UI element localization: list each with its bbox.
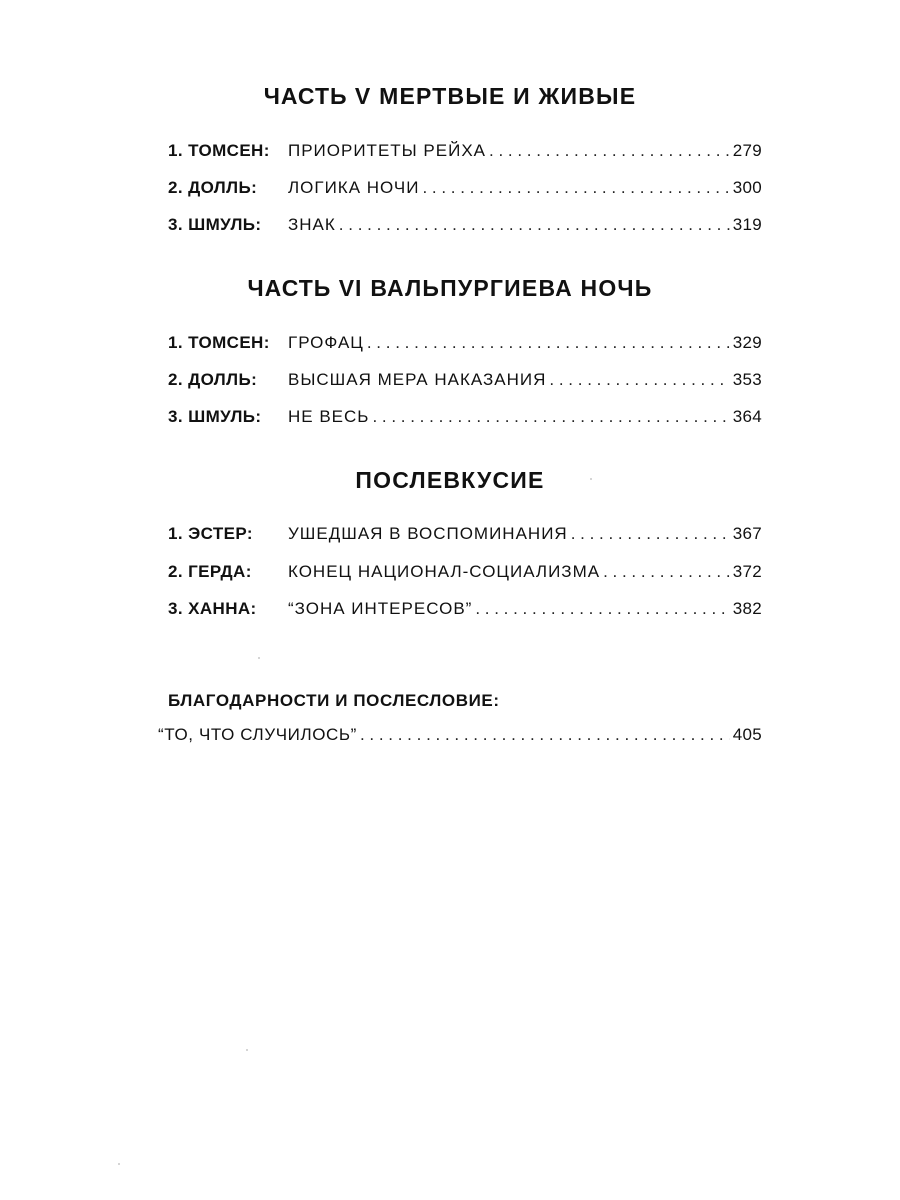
toc-entry-narrator: 3. ШМУЛЬ: bbox=[168, 407, 262, 426]
scan-speck bbox=[590, 478, 592, 480]
toc-entry bbox=[168, 330, 762, 356]
toc-entry-page: 279 bbox=[732, 141, 762, 160]
toc-entry-page: 364 bbox=[732, 407, 762, 426]
toc-entry-narrator: 2. ДОЛЛЬ: bbox=[168, 178, 258, 197]
toc-entry-title: ЗНАК bbox=[288, 215, 336, 234]
toc-entry bbox=[168, 138, 762, 164]
toc-entry-page: 329 bbox=[732, 333, 762, 352]
dot-leader bbox=[549, 367, 729, 393]
part-label: ЧАСТЬ V bbox=[263, 83, 372, 109]
toc-entry bbox=[168, 367, 762, 393]
toc-entry-page: 319 bbox=[732, 215, 762, 234]
scan-speck bbox=[258, 657, 260, 659]
toc-entry-page: 300 bbox=[732, 178, 762, 197]
dot-leader bbox=[489, 138, 730, 164]
acknowledgements-heading: БЛАГОДАРНОСТИ И ПОСЛЕСЛОВИЕ: bbox=[168, 691, 500, 710]
dot-leader bbox=[603, 559, 730, 585]
dot-leader bbox=[360, 722, 730, 748]
toc-entry-page: 382 bbox=[732, 599, 762, 618]
part-title: ПОСЛЕВКУСИЕ bbox=[355, 467, 545, 493]
toc-entry-page: 367 bbox=[732, 524, 762, 543]
toc-entry bbox=[168, 596, 762, 622]
scan-speck bbox=[118, 1163, 120, 1165]
toc-entry-title: НЕ ВЕСЬ bbox=[288, 407, 370, 426]
toc-entry-title: ЛОГИКА НОЧИ bbox=[288, 178, 420, 197]
toc-entry-narrator: 3. ХАННА: bbox=[168, 599, 257, 618]
toc-entry-title: ВЫСШАЯ МЕРА НАКАЗАНИЯ bbox=[288, 370, 547, 389]
scan-speck bbox=[246, 1049, 248, 1051]
part-heading bbox=[0, 465, 900, 495]
toc-entry-narrator: 1. ЭСТЕР: bbox=[168, 524, 253, 543]
toc-entry-title: ГРОФАЦ bbox=[288, 333, 364, 352]
toc-entry-narrator: 1. ТОМСЕН: bbox=[168, 141, 270, 160]
dot-leader bbox=[475, 596, 729, 622]
toc-entry-page: 353 bbox=[732, 370, 762, 389]
part-heading bbox=[0, 273, 900, 303]
dot-leader bbox=[571, 521, 730, 547]
toc-entry bbox=[158, 722, 762, 748]
toc-entry-narrator: 2. ДОЛЛЬ: bbox=[168, 370, 258, 389]
dot-leader bbox=[339, 212, 730, 238]
toc-entry-title: “ЗОНА ИНТЕРЕСОВ” bbox=[288, 599, 473, 618]
toc-entry-page: 372 bbox=[732, 562, 762, 581]
toc-entry-narrator: 2. ГЕРДА: bbox=[168, 562, 252, 581]
part-heading bbox=[0, 81, 900, 111]
toc-entry bbox=[168, 521, 762, 547]
dot-leader bbox=[367, 330, 730, 356]
toc-entry-narrator: 3. ШМУЛЬ: bbox=[168, 215, 262, 234]
toc-entry-title: ПРИОРИТЕТЫ РЕЙХА bbox=[288, 141, 487, 160]
toc-entry-title: УШЕДШАЯ В ВОСПОМИНАНИЯ bbox=[288, 524, 568, 543]
part-title: МЕРТВЫЕ И ЖИВЫЕ bbox=[379, 83, 637, 109]
dot-leader bbox=[422, 175, 729, 201]
toc-entry bbox=[168, 559, 762, 585]
toc-entry-narrator: 1. ТОМСЕН: bbox=[168, 333, 270, 352]
part-title: ВАЛЬПУРГИЕВА НОЧЬ bbox=[370, 275, 653, 301]
toc-entry bbox=[168, 404, 762, 430]
toc-entry bbox=[168, 175, 762, 201]
toc-entry bbox=[168, 212, 762, 238]
toc-entry-title: “ТО, ЧТО СЛУЧИЛОСЬ” bbox=[158, 725, 357, 744]
dot-leader bbox=[372, 404, 729, 430]
toc-entry-page: 405 bbox=[732, 725, 762, 744]
toc-entry-title: КОНЕЦ НАЦИОНАЛ-СОЦИАЛИЗМА bbox=[288, 562, 601, 581]
part-label: ЧАСТЬ VI bbox=[247, 275, 363, 301]
